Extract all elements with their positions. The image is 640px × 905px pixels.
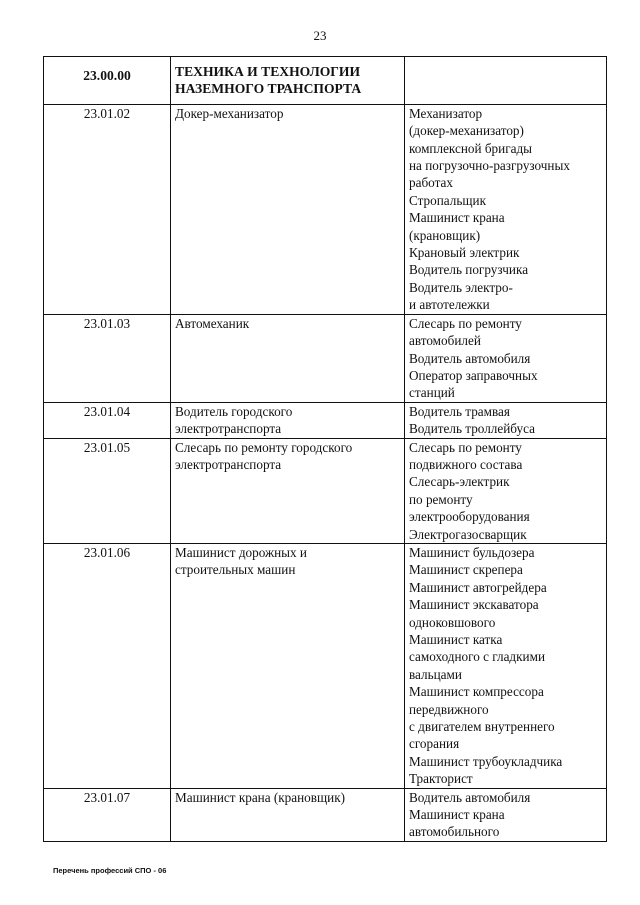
profession-code: 23.01.02 [44, 104, 171, 314]
qualification-line: Механизатор [409, 105, 483, 121]
qualification-line: электрооборудования [409, 509, 530, 525]
section-row [44, 57, 607, 105]
profession-name-line: Автомеханик [175, 315, 250, 331]
qualification-line: передвижного [409, 701, 489, 717]
qualification-line: Слесарь по ремонту [409, 315, 522, 331]
section-qualifications [405, 57, 607, 105]
profession-name-line: Машинист крана (крановщик) [175, 789, 346, 805]
qualification-line: Слесарь-электрик [409, 474, 510, 490]
qualification-line: Машинист катка [409, 632, 503, 647]
profession-code: 23.01.04 [44, 402, 171, 438]
table-row [44, 543, 607, 788]
profession-name [171, 402, 405, 438]
section-title-line: НАЗЕМНОГО ТРАНСПОРТА [175, 81, 362, 97]
qualification-line: сгорания [409, 736, 460, 752]
profession-name-line: электротранспорта [175, 421, 282, 437]
qualification-line: Машинист бульдозера [409, 544, 535, 560]
profession-name [171, 104, 405, 314]
profession-name [171, 788, 405, 841]
qualification-line: Машинист трубоукладчика [409, 753, 563, 769]
table-row [44, 104, 607, 314]
qualification-line: (докер-механизатор) [409, 123, 524, 139]
qualification-line: Машинист крана [409, 807, 505, 823]
profession-name [171, 314, 405, 402]
qualification-line: Машинист автогрейдера [409, 579, 547, 595]
qualification-line: и автотележки [409, 297, 490, 313]
section-title [171, 57, 405, 105]
profession-code: 23.01.07 [44, 788, 171, 841]
profession-name [171, 438, 405, 543]
qualification-line: Водитель электро- [409, 279, 513, 295]
page-number: 23 [313, 28, 327, 43]
profession-name-line: Водитель городского [175, 403, 293, 419]
qualification-line: работах [409, 175, 453, 191]
qualification-line: Водитель погрузчика [409, 262, 529, 278]
table-row [44, 788, 607, 841]
qualification-line: Водитель автомобиля [409, 350, 531, 366]
profession-name-line: Машинист дорожных и [175, 544, 307, 560]
qualifications [405, 543, 607, 788]
qualifications [405, 788, 607, 841]
qualifications [405, 438, 607, 543]
qualification-line: Крановый электрик [409, 245, 520, 261]
qualifications [405, 314, 607, 402]
qualifications [405, 402, 607, 438]
qualification-line: Машинист крана [409, 210, 505, 226]
qualification-line: подвижного состава [409, 456, 523, 472]
table-row [44, 402, 607, 438]
footer-text: Перечень профессий СПО - 06 [53, 866, 167, 875]
section-code: 23.00.00 [44, 57, 171, 105]
profession-name [171, 543, 405, 788]
qualification-line: с двигателем внутреннего [409, 719, 555, 735]
qualification-line: автомобильного [409, 824, 500, 840]
profession-code: 23.01.05 [44, 438, 171, 543]
qualification-line: на погрузочно-разгрузочных [409, 158, 570, 174]
qualifications [405, 104, 607, 314]
qualification-line: Машинист скрепера [409, 562, 523, 578]
table-row [44, 438, 607, 543]
professions-table [43, 56, 607, 842]
qualification-line: Водитель автомобиля [409, 789, 531, 805]
qualification-line: автомобилей [409, 333, 481, 349]
qualification-line: Стропальщик [409, 192, 486, 208]
qualification-line: Электрогазосварщик [409, 526, 527, 542]
qualification-line: Оператор заправочных [409, 367, 538, 383]
profession-name-line: строительных машин [175, 562, 296, 578]
profession-name-line: Слесарь по ремонту городского [175, 439, 353, 455]
qualification-line: Слесарь по ремонту [409, 439, 522, 455]
qualification-line: (крановщик) [409, 227, 481, 243]
profession-code: 23.01.06 [44, 543, 171, 788]
qualification-line: Тракторист [409, 771, 473, 787]
table-row [44, 314, 607, 402]
qualification-line: Машинист компрессора [409, 684, 544, 700]
qualification-line: Водитель трамвая [409, 403, 510, 419]
qualification-line: комплексной бригады [409, 140, 533, 156]
qualification-line: Машинист экскаватора [409, 597, 539, 613]
qualification-line: одноковшового [409, 614, 496, 630]
section-title-line: ТЕХНИКА И ТЕХНОЛОГИИ [175, 64, 361, 79]
qualification-line: по ремонту [409, 491, 473, 507]
qualification-line: самоходного с гладкими [409, 649, 546, 665]
profession-code: 23.01.03 [44, 314, 171, 402]
qualification-line: станций [409, 385, 455, 401]
qualification-line: вальцами [409, 666, 462, 682]
qualification-line: Водитель троллейбуса [409, 421, 535, 437]
profession-name-line: электротранспорта [175, 456, 282, 472]
profession-name-line: Докер-механизатор [175, 105, 284, 121]
